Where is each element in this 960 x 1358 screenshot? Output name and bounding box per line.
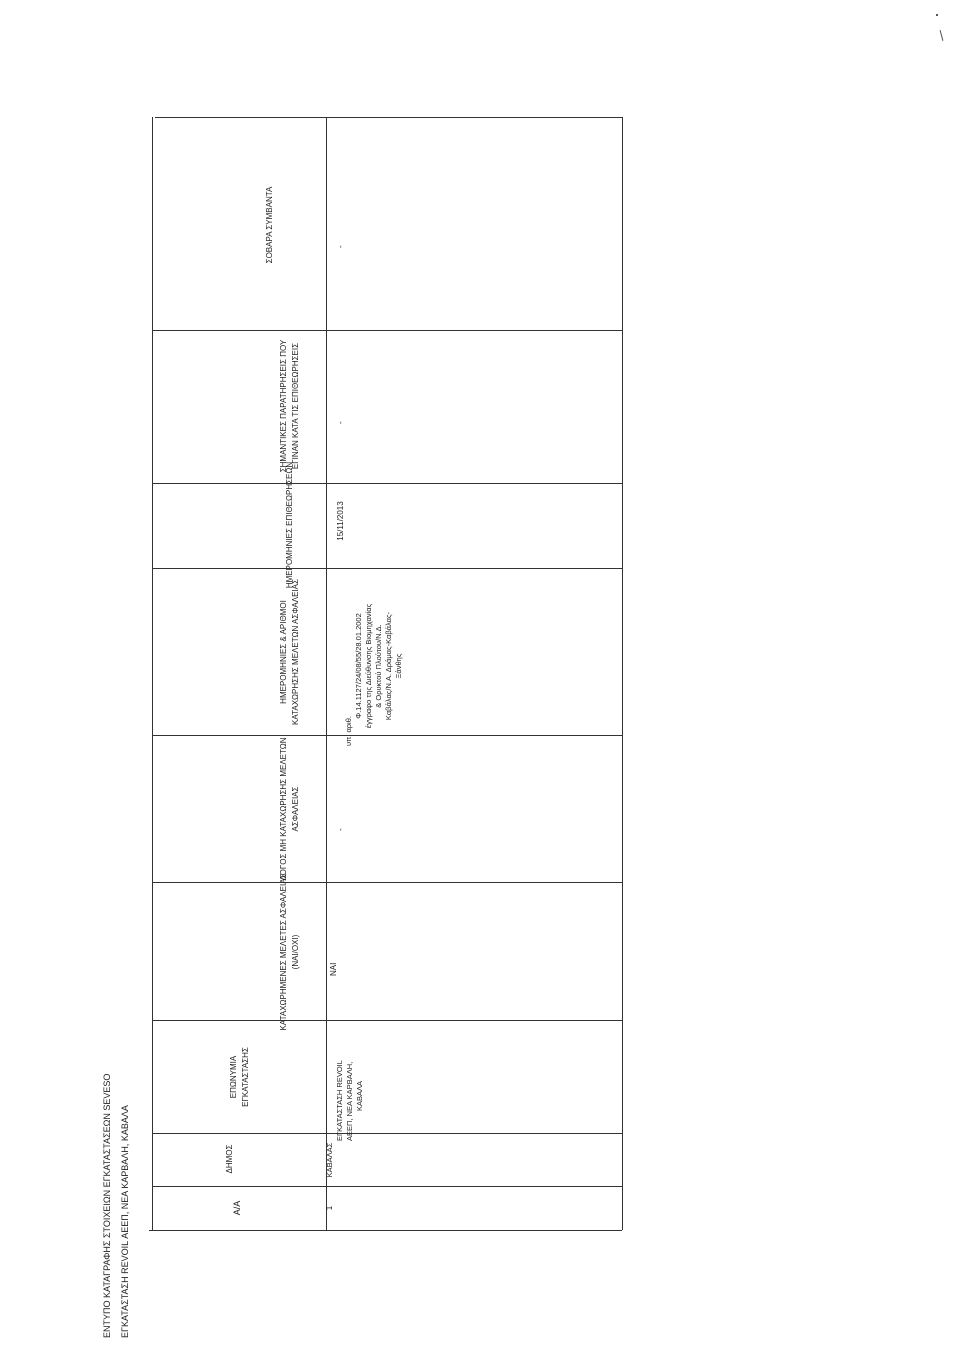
document-title-line1: [100, 878, 114, 1338]
document-title-line2: [118, 878, 132, 1338]
header-aa: Α/Α: [232, 1200, 242, 1216]
cell-epitheoriseis: 15/11/2013: [336, 501, 345, 541]
cell-arithmoi: υπ. αριθ. Φ.14.1127/24/08/55/28.01.2002 έγγραφο της Διεύθυνσης Βιομηχανίας & Ορυκτού Πλούτου/Ν.Δ. Καβάλας/Ν.Α. Δράμας-Καβάλας- Ξάνθης: [344, 603, 403, 746]
scan-artifact: [940, 30, 944, 41]
header-meletes: ΚΑΤΑΧΩΡΗΜΕΝΕΣ ΜΕΛΕΤΕΣ ΑΣΦΑΛΕΙΑΣ (ΝΑΙ/ΟΧΙ): [279, 873, 300, 1031]
table-border-left: [152, 117, 153, 1230]
title-line1-text: ΕΝΤΥΠΟ ΚΑΤΑΓΡΑΦΗΣ ΣΤΟΙΧΕΙΩΝ ΕΓΚΑΤΑΣΤΑΣΕΩΝ SEVESO: [102, 1073, 112, 1338]
title-line2-text: ΕΓΚΑΤΑΣΤΑΣΗ REVOIL ΑΕΕΠ, ΝΕΑ ΚΑΡΒΑΛΗ, ΚΑΒΑΛΑ: [120, 1105, 130, 1338]
col-divider: [152, 483, 622, 484]
header-epitheoriseis: ΗΜΕΡΟΜΗΝΙΕΣ ΕΠΙΘΕΩΡΗΣΕΩΝ: [285, 461, 294, 589]
header-logos: ΛΟΓΟΣ ΜΗ ΚΑΤΑΧΩΡΗΣΗΣ ΜΕΛΕΤΩΝ ΑΣΦΑΛΕΙΑΣ: [279, 737, 300, 881]
col-divider: [152, 568, 622, 569]
cell-eponymia: ΕΓΚΑΤΑΣΤΑΣΗ REVOIL ΑΕΕΠ, ΝΕΑ ΚΑΡΒΑΛΗ, ΚΑΒΑΛΑ: [335, 1060, 364, 1141]
col-divider: [152, 882, 622, 883]
table-border-right: [622, 117, 623, 1230]
col-divider: [152, 1186, 622, 1187]
header-arithmoi: ΗΜΕΡΟΜΗΝΙΕΣ & ΑΡΙΘΜΟΙ ΚΑΤΑΧΩΡΗΣΗΣ ΜΕΛΕΤΩΝ ΑΣΦΑΛΕΙΑΣ: [279, 579, 300, 725]
header-eponymia: ΕΠΩΝΥΜΙΑ ΕΓΚΑΤΑΣΤΑΣΗΣ: [229, 1047, 250, 1107]
col-divider: [152, 1020, 622, 1021]
cell-dimos: ΚΑΒΑΛΑΣ: [325, 1142, 334, 1178]
col-divider: [152, 1133, 622, 1134]
header-dimos: ΔΗΜΟΣ: [225, 1144, 234, 1174]
header-symvanta: ΣΟΒΑΡΑ ΣΥΜΒΑΝΤΑ: [265, 186, 274, 264]
cell-aa: 1: [325, 1205, 334, 1211]
cell-symvanta: -: [336, 245, 345, 248]
cell-meletes: ΝΑΙ: [329, 962, 338, 976]
header-paratiriseis: ΣΗΜΑΝΤΙΚΕΣ ΠΑΡΑΤΗΡΗΣΕΙΣ ΠΟΥ ΕΓΙΝΑΝ ΚΑΤΑ ΤΙΣ ΕΠΙΘΕΩΡΗΣΕΙΣ: [279, 339, 300, 473]
cell-logos: -: [336, 828, 345, 831]
table-border-top: [155, 117, 623, 118]
header-divider: [326, 117, 327, 1230]
scan-artifact: [936, 14, 938, 16]
cell-paratiriseis: -: [336, 421, 345, 424]
col-divider: [152, 330, 622, 331]
table-border-bottom: [149, 1230, 622, 1231]
